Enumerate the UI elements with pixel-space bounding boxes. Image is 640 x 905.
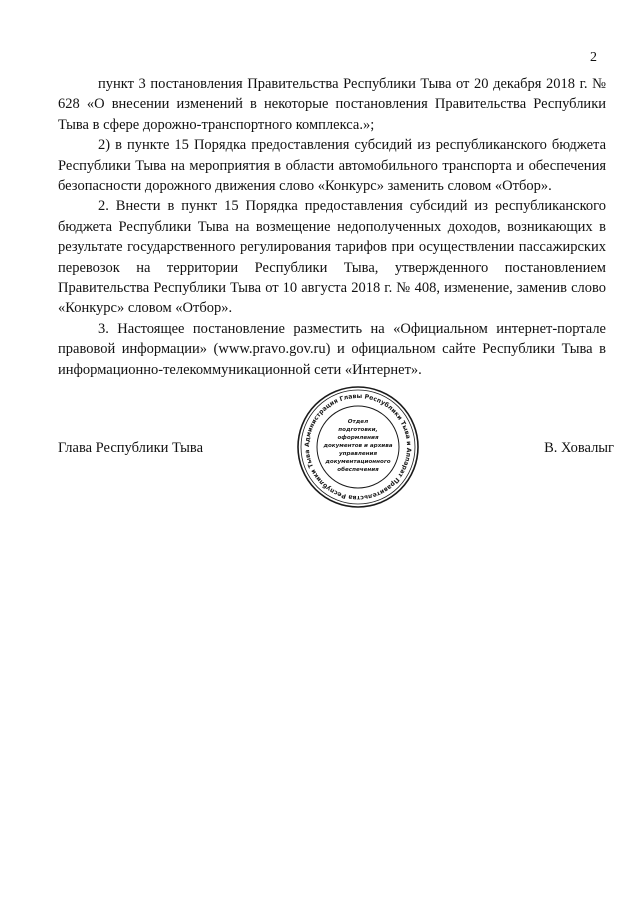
paragraph-1: пункт 3 постановления Правительства Республики Тыва от 20 декабря 2018 г. № 628 «О внесении изменений в некоторые постановления Правительства Республики Тыва в сфере дорожно-транспортного комплекса.»; <box>58 76 606 133</box>
signatory-position: Глава Республики Тыва <box>58 440 204 456</box>
stamp-line-5: управления <box>338 451 378 457</box>
stamp-ring-text: Администрация Главы Республики Тыва и Аппарат Правительства Республики Тыва <box>303 392 413 502</box>
paragraph-2: 2) в пункте 15 Порядка предоставления субсидий из республиканского бюджета Республики Тыва на мероприятия в области автомобильного транспорта и обеспечения безопасности дорожного движения слово «Конкурс» заменить словом «Отбор». <box>58 137 606 195</box>
document-body <box>58 74 606 380</box>
paragraph-3: 2. Внести в пункт 15 Порядка предоставления субсидий из республиканского бюджета Республики Тыва на возмещение недополученных доходов, возникающих в результате государственного регулирования тарифов при осуществлении пассажирских перевозок на территории Республики Тыва, утвержденного постановлением Правительства Республики Тыва от 10 августа 2018 г. № 408, изменение, заменив слово «Конкурс» словом «Отбор». <box>58 198 606 317</box>
stamp-line-1: Отдел <box>347 419 369 425</box>
signatory-name: В. Ховалыг <box>544 440 614 456</box>
stamp-line-6: документационного <box>325 459 391 465</box>
official-stamp <box>296 385 420 509</box>
stamp-line-3: оформления <box>337 435 379 441</box>
stamp-line-7: обеспечения <box>337 467 379 473</box>
paragraph-4: 3. Настоящее постановление разместить на «Официальном интернет-портале правовой информации» (www.pravo.gov.ru) и официальном сайте Республики Тыва в информационно-телекоммуникационной сети «Интернет». <box>58 320 606 378</box>
stamp-line-4: документов и архива <box>323 443 393 449</box>
page-number: 2 <box>590 50 597 65</box>
stamp-line-2: подготовки, <box>338 427 378 433</box>
